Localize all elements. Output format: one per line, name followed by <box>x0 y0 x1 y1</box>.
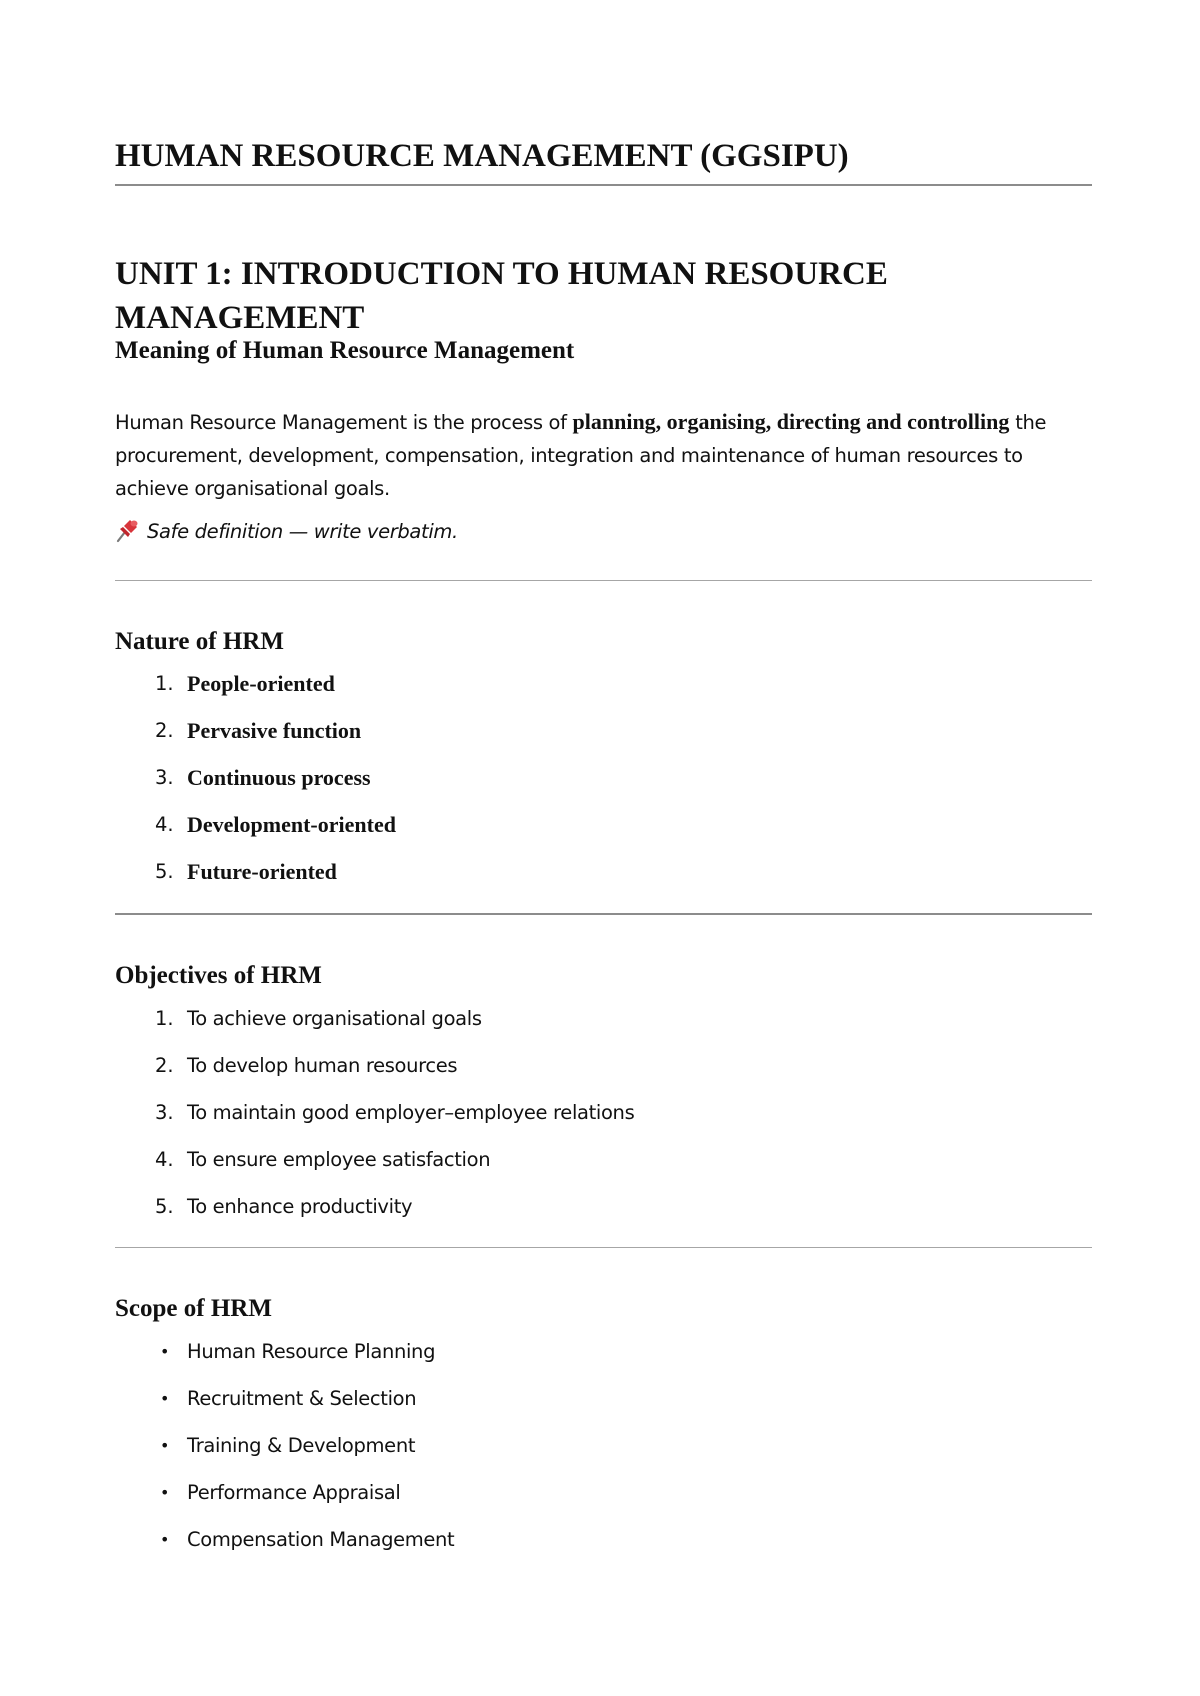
list-number: 2. <box>155 719 174 742</box>
bullet-marker: • <box>160 1389 170 1408</box>
list-item-text: To ensure employee satisfaction <box>187 1148 491 1171</box>
nature-heading: Nature of HRM <box>115 628 284 655</box>
list-item-text: People-oriented <box>187 671 335 696</box>
list-item-text: Recruitment & Selection <box>187 1387 417 1410</box>
list-item-text: Continuous process <box>187 765 371 790</box>
list-item-text: Performance Appraisal <box>187 1481 401 1504</box>
list-item-text: Human Resource Planning <box>187 1340 436 1363</box>
list-number: 1. <box>155 1007 174 1030</box>
list-number: 1. <box>155 672 174 695</box>
section-divider <box>115 580 1092 581</box>
definition-text-end: the procurement, development, compensation, integration and maintenance of human resources to achieve organisational goals. <box>115 411 1047 500</box>
list-item-text: To maintain good employer–employee relations <box>187 1101 635 1124</box>
definition-emphasis: planning, organising, directing and controlling <box>572 409 1010 434</box>
meaning-heading: Meaning of Human Resource Management <box>115 337 575 364</box>
list-item-text: Compensation Management <box>187 1528 455 1551</box>
definition-note <box>115 517 458 547</box>
objectives-heading: Objectives of HRM <box>115 962 322 989</box>
bullet-marker: • <box>160 1530 170 1549</box>
pushpin-icon <box>115 517 139 543</box>
bullet-marker: • <box>160 1342 170 1361</box>
list-item-text: To enhance productivity <box>187 1195 413 1218</box>
list-number: 4. <box>155 1148 174 1171</box>
definition-text-start: Human Resource Management is the process of <box>115 411 573 434</box>
scope-heading: Scope of HRM <box>115 1295 272 1322</box>
section-divider <box>115 913 1092 915</box>
list-number: 5. <box>155 1195 174 1218</box>
list-number: 2. <box>155 1054 174 1077</box>
list-item-text: Development-oriented <box>187 812 396 837</box>
list-item-text: Training & Development <box>187 1434 416 1457</box>
title-divider <box>115 184 1092 186</box>
bullet-marker: • <box>160 1483 170 1502</box>
list-item-text: Pervasive function <box>187 718 362 743</box>
bullet-marker: • <box>160 1436 170 1455</box>
list-number: 5. <box>155 860 174 883</box>
section-divider <box>115 1247 1092 1248</box>
list-item-text: Future-oriented <box>187 859 337 884</box>
list-number: 3. <box>155 766 174 789</box>
document-title: HUMAN RESOURCE MANAGEMENT (GGSIPU) <box>115 138 849 174</box>
list-number: 4. <box>155 813 174 836</box>
note-text: Safe definition — write verbatim. <box>147 520 458 543</box>
list-number: 3. <box>155 1101 174 1124</box>
list-item-text: To develop human resources <box>187 1054 458 1077</box>
list-item-text: To achieve organisational goals <box>187 1007 482 1030</box>
unit-title: UNIT 1: INTRODUCTION TO HUMAN RESOURCE MANAGEMENT <box>115 256 888 336</box>
meaning-definition <box>115 405 1092 505</box>
